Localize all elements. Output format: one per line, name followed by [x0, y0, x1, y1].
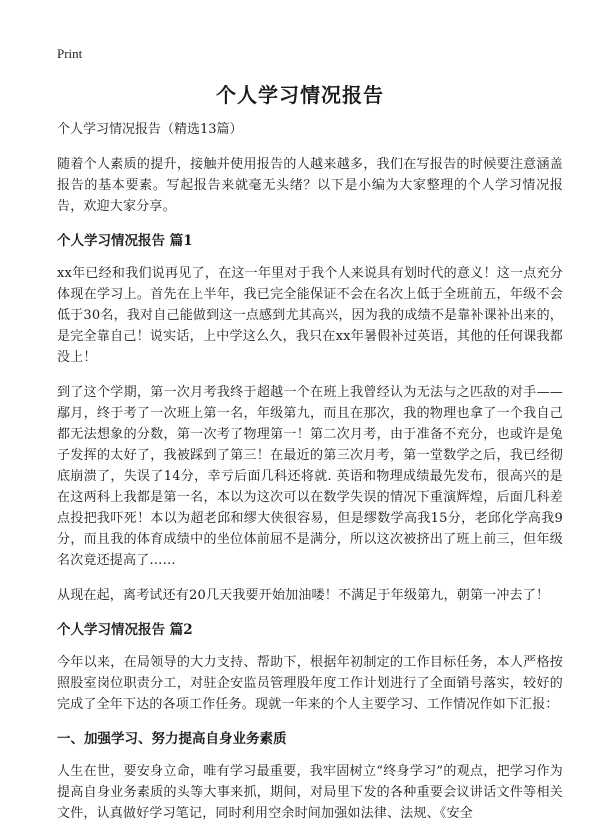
document-body	[57, 120, 563, 838]
section-heading-2: 个人学习情况报告 篇2	[57, 622, 193, 638]
section1-paragraph: 从现在起，离考试还有20几天我要开始加油喽！不满足于年级第九，朝第一冲去了！	[57, 588, 550, 603]
print-link[interactable]: Print	[57, 46, 83, 61]
document-subtitle: 个人学习情况报告（精选13篇）	[57, 122, 243, 137]
section2-paragraph: 今年以来，在局领导的大力支持、帮助下，根据年初制定的工作目标任务，本人严格按照股室岗位职责分工，对驻企安监员管理股年度工作计划进行了全面销号落实，较好的完成了全年下达的各项工作任务。现就一年来的个人主要学习、工作情况作如下汇报：	[57, 655, 563, 712]
section-heading-1: 个人学习情况报告 篇1	[57, 233, 193, 249]
page-title: 个人学习情况报告	[216, 83, 384, 107]
section1-paragraph: 到了这个学期，第一次月考我终于超越一个在班上我曾经认为无法与之匹敌的对手——鄢月，终于考了一次班上第一名，年级第九，而且在那次，我的物理也拿了一个我自己都无法想象的分数，第一次考了物理第一！第二次月考，由于准备不充分，也或许是兔子发挥的太好了，我被踩到了第三！在最近的第三次月考，第一堂数学之后，我已经彻底崩溃了，失误了14分，幸亏后面几科还将就. 英语和物理成绩最先发布，很高兴的是在这两科上我都是第一名，本以为这次可以在数学失误的情况下重演辉煌，后面几科差点投把我吓死！本以为超老邱和缪大侠很容易，但是缪数学高我15分，老邱化学高我9分，而且我的体育成绩中的坐位体前屈不是满分，所以这次被挤出了班上前三，但年级名次竟还提高了……	[57, 385, 563, 568]
section3-paragraph: 人生在世，要安身立命，唯有学习最重要，我牢固树立“终身学习”的观点，把学习作为提高自身业务素质的头等大事来抓，期间，对局里下发的各种重要会议讲话文件等相关文件，认真做好学习笔记，同时利用空余时间加强如法律、法规、《安全	[57, 764, 563, 821]
section1-paragraph: xx年已经和我们说再见了，在这一年里对于我个人来说具有划时代的意义！这一点充分体现在学习上。首先在上半年，我已完全能保证不会在名次上低于全班前五，年级不会低于30名，我对自己能做到这一点感到尤其高兴，因为我的成绩不是靠补课补出来的，是完全靠自己！说实话，上中学这么久，我只在xx年暑假补过英语，其他的任何课我都没上！	[57, 266, 563, 365]
section-heading-3: 一、加强学习、努力提高自身业务素质	[57, 731, 287, 747]
intro-paragraph: 随着个人素质的提升，接触并使用报告的人越来越多，我们在写报告的时候要注意涵盖报告的基本要素。写起报告来就毫无头绪？以下是小编为大家整理的个人学习情况报告，欢迎大家分享。	[57, 157, 563, 214]
